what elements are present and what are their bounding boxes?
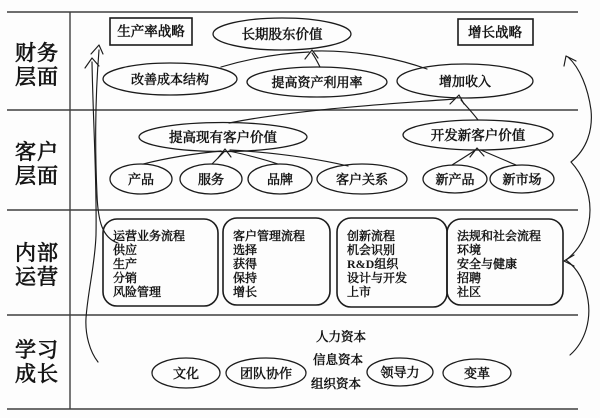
process-regulatory-title: 法规和社会流程 [457,229,542,243]
process-innovation-item: 上市 [347,285,372,299]
node-product-label: 产品 [127,172,155,187]
node-enhance-existing-customer-value-label: 提高现有客户价值 [169,130,277,145]
process-regulatory-item: 环境 [457,243,482,257]
node-new-market-label: 新市场 [502,172,542,187]
node-service-label: 服务 [197,172,225,187]
perspective-internal-line2: 运营 [15,265,59,289]
node-teamwork-label: 团队协作 [239,366,293,381]
node-increase-asset-utilization-label: 提高资产利用率 [271,75,363,90]
perspective-customer-line1: 客户 [15,140,59,164]
capital-information-label: 信息资本 [313,353,364,367]
perspective-financial-line2: 层面 [15,65,59,89]
node-long-term-shareholder-value-label: 长期股东价值 [241,27,323,42]
arrow-right-chain [566,57,591,355]
arrow-existing-to-revenue [229,99,454,123]
node-improve-cost-structure-label: 改善成本结构 [130,72,210,87]
perspective-internal-line1: 内部 [15,241,59,265]
perspective-learning-line1: 学习 [15,338,59,362]
process-customer-management-title: 客户管理流程 [233,229,306,243]
arrow-newproduct-to-newvalue [452,151,474,165]
arrow-newmarket-to-newvalue [481,150,516,165]
process-innovation-title: 创新流程 [347,229,396,243]
process-regulatory-item: 招聘 [457,271,482,285]
node-change-label: 变革 [463,366,491,381]
process-operations-item: 风险管理 [113,285,162,299]
node-leadership-label: 领导力 [380,365,420,380]
productivity-strategy-label: 生产率战略 [117,24,185,39]
process-operations-item: 分销 [113,271,138,285]
node-increase-revenue-label: 增加收入 [438,74,492,89]
arrowhead-right-chain-mid [564,255,574,266]
arrow-internal-to-financial [96,50,118,243]
growth-strategy-label: 增长战略 [468,25,522,40]
process-regulatory-item: 安全与健康 [457,257,518,271]
node-culture-label: 文化 [172,366,200,381]
node-brand-label: 品牌 [266,172,294,187]
process-customer-management-item: 保持 [233,271,258,285]
internal-band [103,218,563,307]
arrow-product-to-existing [143,151,221,164]
process-customer-management-item: 获得 [233,257,258,271]
node-new-product-label: 新产品 [435,172,475,187]
process-innovation-item: R&D组织 [347,257,399,271]
perspective-learning-line2: 成长 [15,362,59,386]
process-customer-management-item: 选择 [233,243,258,257]
capital-human-label: 人力资本 [316,330,367,344]
process-innovation-item: 机会识别 [347,243,396,257]
process-operations-title: 运营业务流程 [113,229,186,243]
arrow-relationship-to-existing [230,150,348,166]
learning-band [152,329,511,391]
process-customer-management-item: 增长 [233,285,258,299]
node-customer-relationship-label: 客户关系 [335,172,389,187]
perspective-customer-line2: 层面 [15,164,59,188]
perspective-labels [15,41,59,386]
node-develop-new-customer-value-label: 开发新客户价值 [430,128,526,143]
process-operations-item: 生产 [113,257,138,271]
arrow-revenue-to-shareholder [314,51,427,69]
perspective-financial-line1: 财务 [15,41,59,65]
process-innovation-item: 设计与开发 [347,271,408,285]
process-operations-item: 供应 [113,243,138,257]
capital-organization-label: 组织资本 [311,377,362,391]
arrow-cost-to-shareholder [221,52,309,67]
arrowhead-internal-to-financial [91,45,103,54]
process-regulatory-item: 社区 [457,285,482,299]
